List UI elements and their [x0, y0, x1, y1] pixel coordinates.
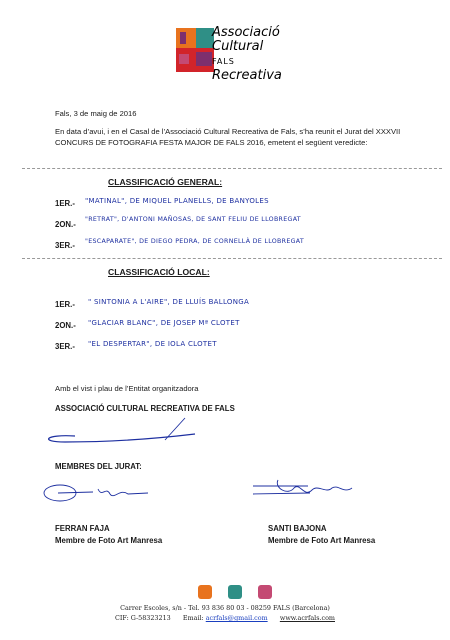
intro-paragraph: En data d’avui, i en el Casal de l’Associació Cultural Recreativa de Fals, s’ha reunit el Jurat del XXXVII CONCURS DE FOTOGRAFIA FESTA MAJOR DE FALS 2016, emetent el següent veredicte: [55, 127, 401, 147]
general-entry-3: "ESCAPARATE", DE DIEGO PEDRA, DE CORNELLÀ DE LLOBREGAT [85, 238, 305, 245]
jury-heading: MEMBRES DEL JURAT: [55, 462, 142, 471]
footer-mark-teal [228, 585, 242, 599]
jury-1-name: FERRAN FAJA [55, 524, 110, 533]
general-rank-2: 2ON.- [55, 220, 76, 229]
jury-1-role: Membre de Foto Art Manresa [55, 536, 163, 545]
local-rank-2: 2ON.- [55, 321, 76, 330]
divider-middle [22, 258, 442, 259]
approval-line: Amb el vist i plau de l’Entitat organitzadora [55, 384, 199, 393]
logo-line3a: FALS [212, 57, 235, 66]
local-entry-3: "EL DESPERTAR", DE IOLA CLOTET [88, 340, 217, 348]
general-entry-2: "RETRAT", D'ANTONI MAÑOSAS, DE SANT FELIU DE LLOBREGAT [85, 216, 301, 223]
footer-email[interactable]: acrfals@gmail.com [205, 614, 268, 622]
footer-mark-pink [258, 585, 272, 599]
local-rank-3: 3ER.- [55, 342, 75, 351]
signature-ferran-faja [38, 478, 168, 508]
footer-mark-orange [198, 585, 212, 599]
footer-web[interactable]: www.acrfals.com [279, 614, 335, 622]
jury-2-name: SANTI BAJONA [268, 524, 327, 533]
footer-email-label: Email: [182, 614, 204, 622]
logo-graphic [176, 26, 216, 76]
logo-line1: Associació [212, 25, 280, 40]
divider-top [22, 168, 442, 169]
logo-line3b: Recreativa [212, 68, 282, 83]
local-rank-1: 1ER.- [55, 300, 75, 309]
footer-cif: CIF: G-58323213 [114, 614, 171, 622]
association-logo [176, 24, 306, 83]
association-name: ASSOCIACIÓ CULTURAL RECREATIVA DE FALS [55, 404, 235, 413]
general-rank-1: 1ER.- [55, 199, 75, 208]
general-entry-1: "MATINAL", DE MIQUEL PLANELLS, DE BANYOLES [85, 197, 269, 205]
date-line: Fals, 3 de maig de 2016 [55, 109, 137, 118]
signature-santi-bajona [248, 474, 378, 508]
general-heading: CLASSIFICACIÓ GENERAL: [108, 177, 223, 187]
general-rank-3: 3ER.- [55, 241, 75, 250]
local-entry-1: " SINTONIA A L'AIRE", DE LLUÍS BALLONGA [88, 298, 250, 306]
jury-2-role: Membre de Foto Art Manresa [268, 536, 376, 545]
footer-address: Carrer Escoles, s/n - Tel. 93 836 80 03 - 08259 FALS (Barcelona) [120, 604, 330, 612]
logo-line2: Cultural [212, 39, 264, 54]
footer-contacts [40, 614, 410, 623]
local-heading: CLASSIFICACIÓ LOCAL: [108, 267, 210, 277]
local-entry-2: "GLACIAR BLANC", DE JOSEP Mª CLOTET [88, 319, 240, 327]
association-signature [35, 412, 205, 452]
